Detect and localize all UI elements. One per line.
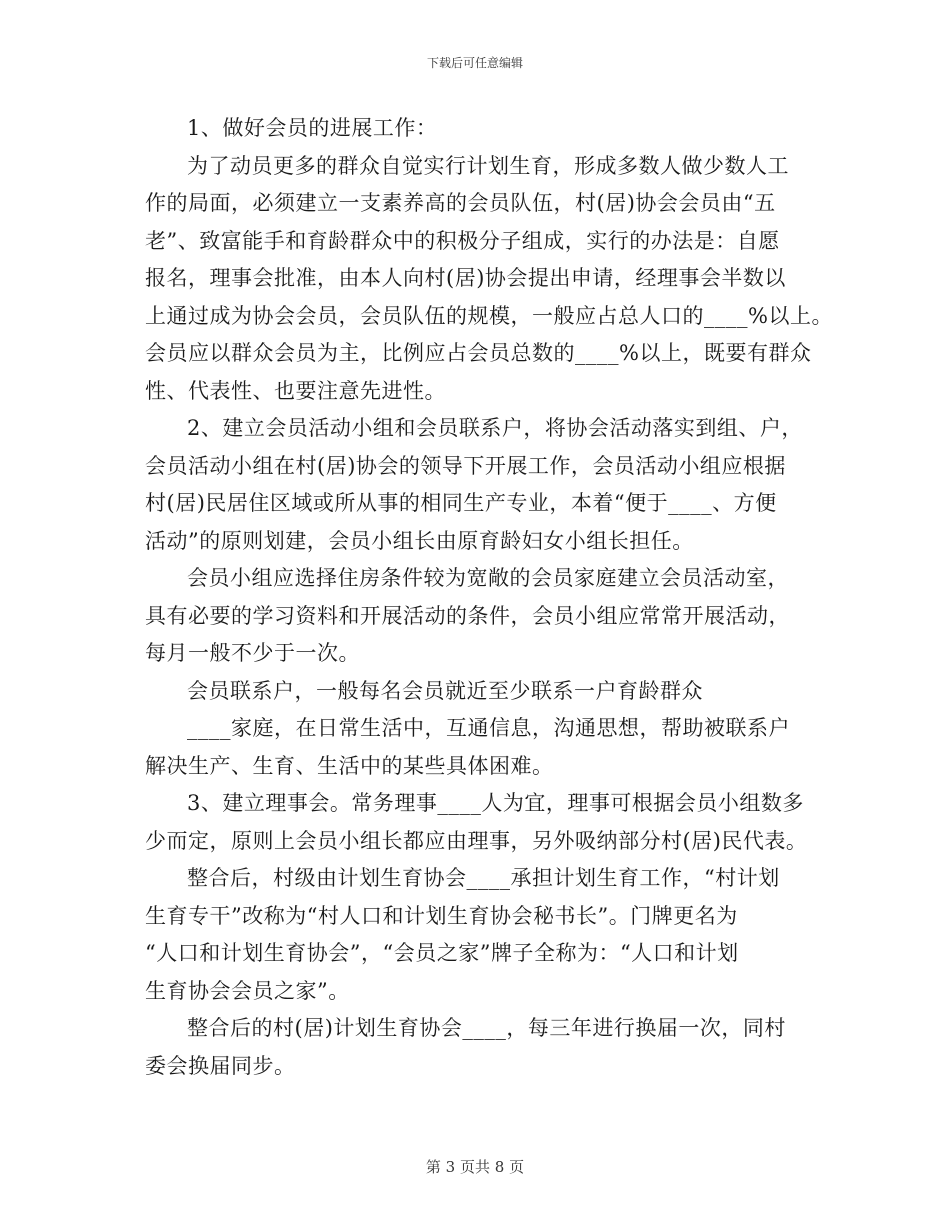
text-line: 3、建立理事会。常务理事____人为宜，理事可根据会员小组数多 [187, 791, 804, 815]
document-body [145, 110, 833, 1085]
page-header-note: 下载后可任意编辑 [426, 56, 523, 70]
text-line: 1、做好会员的进展工作： [187, 116, 438, 140]
text-line: ____家庭，在日常生活中，互通信息，沟通思想，帮助被联系户 [187, 716, 790, 740]
text-line: 少而定，原则上会员小组长都应由理事，另外吸纳部分村(居)民代表。 [145, 828, 808, 853]
text-line: 会员小组应选择住房条件较为宽敞的会员家庭建立会员活动室， [187, 566, 789, 590]
text-line: 报名，理事会批准，由本人向村(居)协会提出申请，经理事会半数以 [145, 266, 786, 290]
text-line: 委会换届同步。 [145, 1053, 296, 1078]
text-line: 老”、致富能手和育龄群众中的积极分子组成，实行的办法是：自愿 [145, 228, 780, 253]
text-line: 每月一般不少于一次。 [145, 641, 360, 665]
text-line: 作的局面，必须建立一支素养高的会员队伍，村(居)协会会员由“五 [145, 191, 776, 215]
text-line: 2、建立会员活动小组和会员联系户，将协会活动落实到组、户， [187, 416, 803, 440]
page-number: 第 3 页共 8 页 [425, 1158, 525, 1176]
text-line: 解决生产、生育、生活中的某些具体困难。 [145, 753, 554, 778]
text-line: 村(居)民居住区域或所从事的相同生产专业，本着“便于____、方便 [145, 491, 777, 515]
text-line: 生育专干”改称为“村人口和计划生育协会秘书长”。门牌更名为 [145, 903, 738, 928]
text-line: 会员活动小组在村(居)协会的领导下开展工作，会员活动小组应根据 [145, 453, 786, 478]
text-line: 为了动员更多的群众自觉实行计划生育，形成多数人做少数人工 [187, 153, 789, 178]
text-line: 活动”的原则划建，会员小组长由原育龄妇女小组长担任。 [145, 528, 694, 553]
text-line: 会员联系户，一般每名会员就近至少联系一户育龄群众 [187, 678, 703, 703]
text-line: 性、代表性、也要注意先进性。 [145, 378, 446, 403]
text-line: 上通过成为协会会员，会员队伍的规模，一般应占总人口的____%以上。 [145, 303, 833, 328]
text-line: “人口和计划生育协会”，“会员之家”牌子全称为：“人口和计划 [145, 941, 739, 965]
text-line: 会员应以群众会员为主，比例应占会员总数的____%以上，既要有群众 [145, 341, 812, 365]
text-line: 生育协会会员之家”。 [145, 978, 350, 1003]
text-line: 整合后，村级由计划生育协会____承担计划生育工作，“村计划 [187, 866, 780, 890]
text-line: 具有必要的学习资料和开展活动的条件，会员小组应常常开展活动， [145, 603, 790, 628]
text-line: 整合后的村(居)计划生育协会____，每三年进行换届一次，同村 [187, 1016, 786, 1040]
